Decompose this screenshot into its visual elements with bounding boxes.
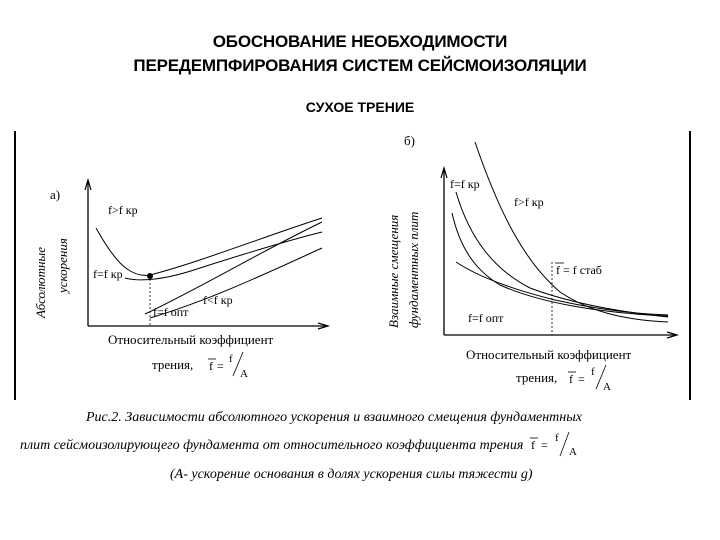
figure-a-xlabel2: трения, — [152, 357, 194, 372]
caption-line-2-text: плит сейсмоизолирующего фундамента от относительного коэффициента трения — [20, 438, 524, 454]
title-line-2: ПЕРЕДЕМПФИРОВАНИЯ СИСТЕМ СЕЙСМОИЗОЛЯЦИИ — [133, 56, 587, 75]
caption-line-3: (А- ускорение основания в долях ускорения силы тяжести g) — [170, 467, 533, 482]
svg-text:=: = — [578, 372, 585, 386]
svg-text:f: f — [229, 353, 233, 365]
caption-formula — [527, 429, 583, 459]
figure-b-label-opt: f=f опт — [468, 311, 504, 325]
figure-a-curve-lt — [145, 222, 322, 314]
svg-text:A: A — [240, 368, 248, 380]
figure-b-curve-gt — [456, 192, 668, 317]
svg-text:A: A — [603, 381, 611, 393]
figure-a-curve-gt — [96, 218, 322, 275]
caption-line-2 — [20, 431, 710, 461]
caption-line-1: Рис.2. Зависимости абсолютного ускорения и взаимного смещения фундаментных — [86, 410, 582, 425]
figure-b-label-eq: f=f кр — [450, 177, 480, 191]
figure-a-label-opt: f=f опт — [153, 305, 189, 319]
svg-text:A: A — [568, 446, 577, 458]
figure-b-xlabel2: трения, — [516, 370, 558, 385]
svg-text:f: f — [569, 372, 573, 386]
svg-text:=: = — [217, 359, 224, 373]
figure-b-formula — [568, 365, 611, 393]
figure-a-ylabel-1: Абсолютные — [33, 247, 48, 318]
svg-text:f: f — [554, 432, 559, 444]
figure-caption — [20, 404, 710, 488]
figure-a-label-lt: f<f кр — [203, 293, 233, 307]
figure-b-ylabel-2: фундаментных плит — [406, 211, 421, 328]
figure-b-curve-eq — [475, 142, 668, 322]
figure-a-label: а) — [50, 187, 61, 202]
figure-a — [33, 180, 328, 380]
svg-text:f: f — [530, 438, 535, 452]
figure-a-label-eq: f=f кр — [93, 267, 123, 281]
figure-a-ylabel-2: ускорения — [55, 238, 70, 293]
figure-a-label-gt: f>f кр — [108, 203, 138, 217]
figure-b-xlabel: Относительный коэффициент — [466, 347, 632, 362]
svg-text:=: = — [540, 438, 548, 452]
title-line-1: ОБОСНОВАНИЕ НЕОБХОДИМОСТИ — [212, 32, 508, 51]
figure-a-xlabel: Относительный коэффициент — [108, 332, 274, 347]
figure-a-point — [147, 273, 153, 279]
figure-b-label-gt: f>f кр — [514, 195, 544, 209]
figure-b-label: б) — [404, 133, 415, 148]
page-subtitle: СУХОЕ ТРЕНИЕ — [305, 99, 415, 115]
figure-b — [386, 133, 677, 393]
svg-text:f: f — [591, 366, 595, 378]
figure-b-ylabel-1: Взаимные смещения — [386, 214, 401, 328]
figure-a-curve-eq — [125, 232, 322, 280]
figure-a-formula — [208, 352, 248, 380]
svg-text:f: f — [209, 359, 213, 373]
figure-b-label-stab: f = f стаб — [556, 263, 602, 277]
